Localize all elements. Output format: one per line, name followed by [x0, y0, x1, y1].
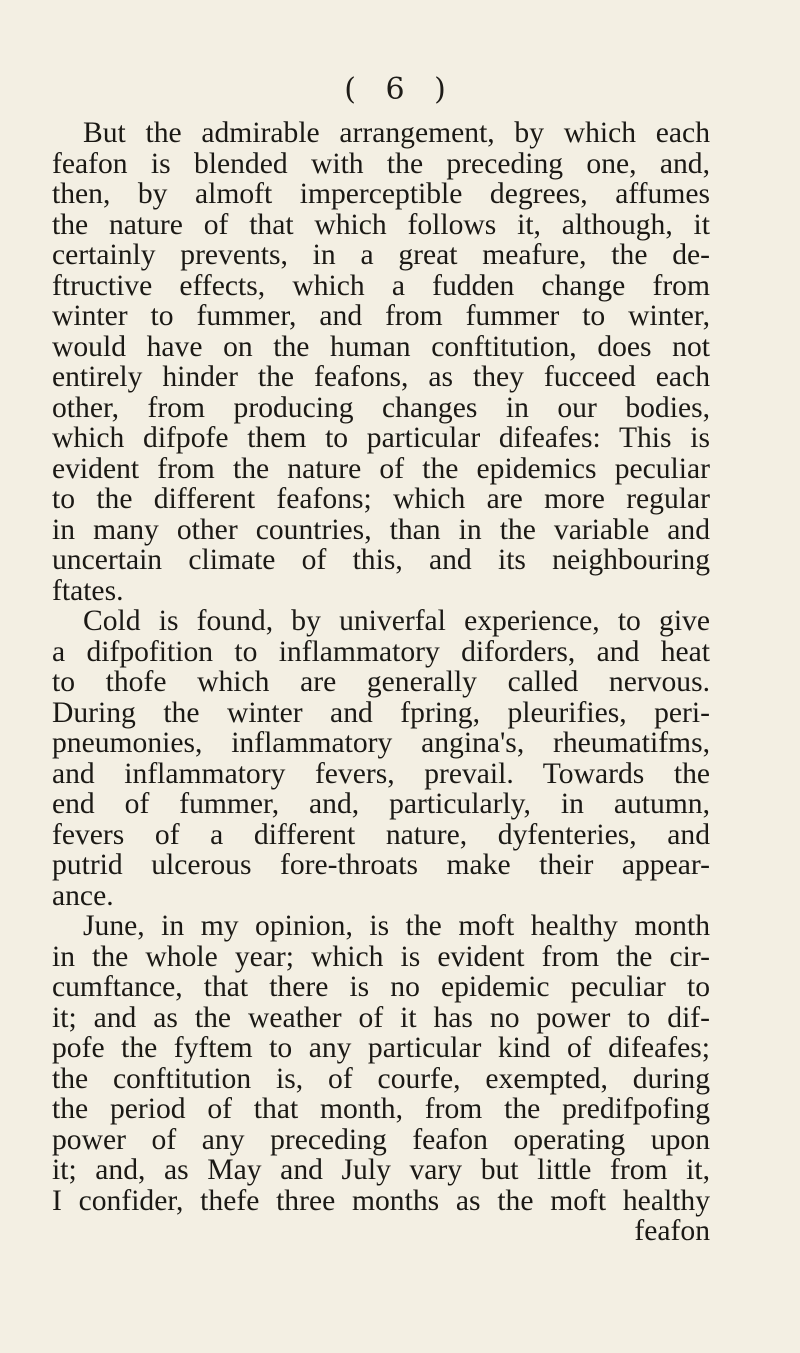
text-line: feafon is blended with the preceding one, and, — [52, 147, 710, 180]
text-line: But the admirable arrangement, by which each — [83, 117, 710, 149]
body-text — [52, 118, 710, 1247]
text-line: entirely hinder the feafons, as they fucceed each — [52, 361, 710, 393]
text-line: then, by almoft imperceptible degrees, affumes — [52, 178, 710, 210]
text-line: evident from the nature of the epidemics peculiar — [52, 452, 710, 485]
text-line: ftates. — [52, 574, 124, 607]
text-line: power of any preceding feafon operating upon — [52, 1123, 710, 1156]
text-line: fevers of a different nature, dyfenteries, and — [52, 818, 710, 851]
text-line: putrid ulcerous fore-throats make their appear- — [52, 849, 710, 881]
text-line: I confider, thefe three months as the moft healthy — [52, 1184, 710, 1217]
text-line: end of fummer, and, particularly, in autumn, — [52, 788, 710, 820]
page-number: ( 6 ) — [344, 72, 456, 107]
text-line: which difpofe them to particular difeafes: This is — [52, 422, 710, 454]
text-line: to thofe which are generally called nervous. — [52, 666, 710, 698]
text-line: it; and as the weather of it has no power to dif- — [52, 1001, 710, 1034]
text-line: ftructive effects, which a fudden change from — [52, 269, 710, 302]
text-line: in many other countries, than in the variable and — [52, 513, 710, 546]
catchword: feafon — [634, 1215, 710, 1247]
text-line: in the whole year; which is evident from the cir- — [52, 940, 710, 973]
text-line: to the different feafons; which are more regular — [52, 483, 710, 515]
text-line: the conftitution is, of courfe, exempted, during — [52, 1062, 710, 1095]
text-line: the period of that month, from the predifpofing — [52, 1093, 710, 1125]
text-line: uncertain climate of this, and its neighbouring — [52, 544, 710, 576]
text-line: winter to fummer, and from fummer to winter, — [52, 300, 710, 332]
text-line: Cold is found, by univerfal experience, to give — [83, 605, 710, 637]
text-line: pofe the fyftem to any particular kind of difeafes; — [52, 1032, 710, 1064]
text-line: the nature of that which follows it, although, it — [52, 208, 710, 241]
text-line: During the winter and fpring, pleurifies, peri- — [52, 696, 710, 729]
text-line: and inflammatory fevers, prevail. Towards the — [52, 757, 710, 790]
text-line: it; and, as May and July vary but little from it, — [52, 1154, 710, 1186]
text-line: cumftance, that there is no epidemic peculiar to — [52, 971, 710, 1003]
text-line: would have on the human conftitution, does not — [52, 330, 710, 363]
text-line: other, from producing changes in our bodies, — [52, 391, 710, 424]
text-line: June, in my opinion, is the moft healthy month — [83, 910, 710, 942]
text-line: a difpofition to inflammatory diforders, and heat — [52, 635, 710, 668]
text-line: certainly prevents, in a great meafure, the de- — [52, 239, 710, 271]
text-line: pneumonies, inflammatory angina's, rheumatifms, — [52, 727, 710, 759]
text-line: ance. — [52, 879, 114, 912]
